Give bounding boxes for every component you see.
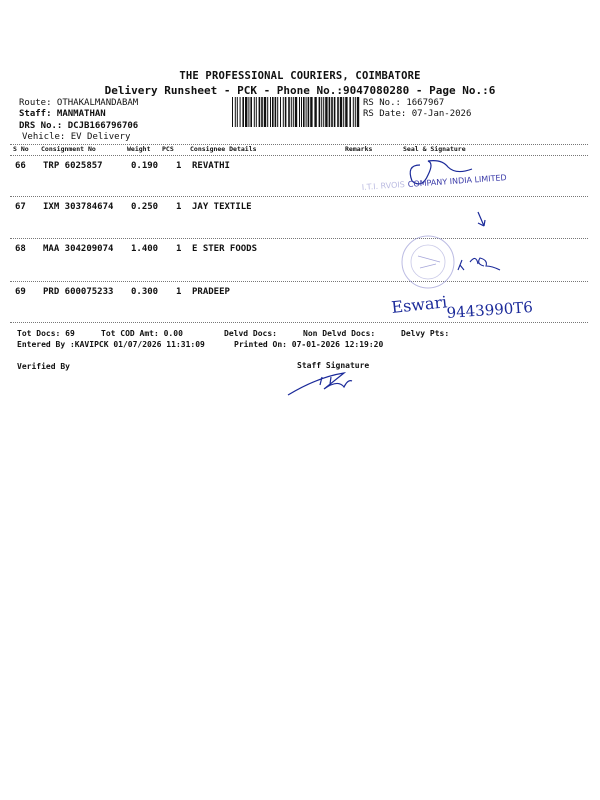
staff-label: Staff: MANMATHAN (19, 109, 106, 119)
entered-by: Entered By :KAVIPCK 01/07/2026 11:31:09 (17, 340, 205, 349)
col-consignee: Consignee Details (190, 145, 257, 153)
delivery-points: Delvy Pts: (401, 329, 450, 338)
col-consignment: Consignment No (41, 145, 96, 153)
route-label: Route: OTHAKALMANDABAM (19, 98, 139, 108)
non-delivered-docs: Non Delvd Docs: (303, 329, 376, 338)
row-weight: 1.400 (131, 244, 159, 254)
row-consignment: MAA 304209074 (43, 244, 114, 254)
signature-scribble (458, 258, 500, 270)
row-pcs: 1 (176, 202, 182, 212)
row-consignee: PRADEEP (192, 287, 230, 297)
staff-signature-label: Staff Signature (297, 361, 370, 370)
row-consignee: REVATHI (192, 161, 230, 171)
row-consignment: IXM 303784674 (43, 202, 114, 212)
svg-text:COMPANY INDIA LIMITED: COMPANY INDIA LIMITED (407, 173, 507, 189)
col-pcs: PCS (162, 145, 174, 153)
rs-number: RS No.: 1667967 (363, 98, 445, 108)
row-weight: 0.250 (131, 202, 159, 212)
row-pcs: 1 (176, 161, 182, 171)
printed-on: Printed On: 07-01-2026 12:19:20 (234, 340, 384, 349)
company-title: THE PROFESSIONAL COURIERS, COIMBATORE (179, 70, 421, 82)
row-pcs: 1 (176, 287, 182, 297)
verified-by: Verified By (17, 362, 70, 371)
company-stamp (362, 173, 507, 192)
row-consignee: JAY TEXTILE (192, 202, 252, 212)
row-sno: 66 (15, 161, 26, 171)
svg-text:I.T.I. RVOIS: I.T.I. RVOIS (361, 180, 406, 192)
staff-signature-scribble (288, 373, 352, 395)
row-sno: 68 (15, 244, 26, 254)
runsheet-subtitle: Delivery Runsheet - PCK - Phone No.:9047080280 - Page No.:6 (104, 84, 496, 97)
col-seal-signature: Seal & Signature (403, 145, 466, 153)
row-consignment: TRP 6025857 (43, 161, 103, 171)
handwritten-phone: 9443990T6 (446, 298, 534, 322)
row-weight: 0.190 (131, 161, 159, 171)
delivered-docs: Delvd Docs: (224, 329, 277, 338)
row-consignment: PRD 600075233 (43, 287, 114, 297)
col-remarks: Remarks (345, 145, 373, 153)
row-pcs: 1 (176, 244, 182, 254)
col-weight: Weight (127, 145, 151, 153)
handwritten-name: Eswari (390, 292, 449, 317)
row-consignee: E STER FOODS (192, 244, 258, 254)
rs-date: RS Date: 07-Jan-2026 (363, 109, 472, 119)
drs-number: DRS No.: DCJB166796706 (19, 121, 139, 131)
vehicle-label: Vehicle: EV Delivery (22, 132, 131, 142)
row-sno: 67 (15, 202, 26, 212)
tick-mark (478, 212, 485, 226)
row-sno: 69 (15, 287, 26, 297)
total-docs: Tot Docs: 69 (17, 329, 75, 338)
total-cod-amount: Tot COD Amt: 0.00 (101, 329, 183, 338)
col-sno: S No (13, 145, 29, 153)
round-seal (402, 236, 454, 288)
row-weight: 0.300 (131, 287, 159, 297)
